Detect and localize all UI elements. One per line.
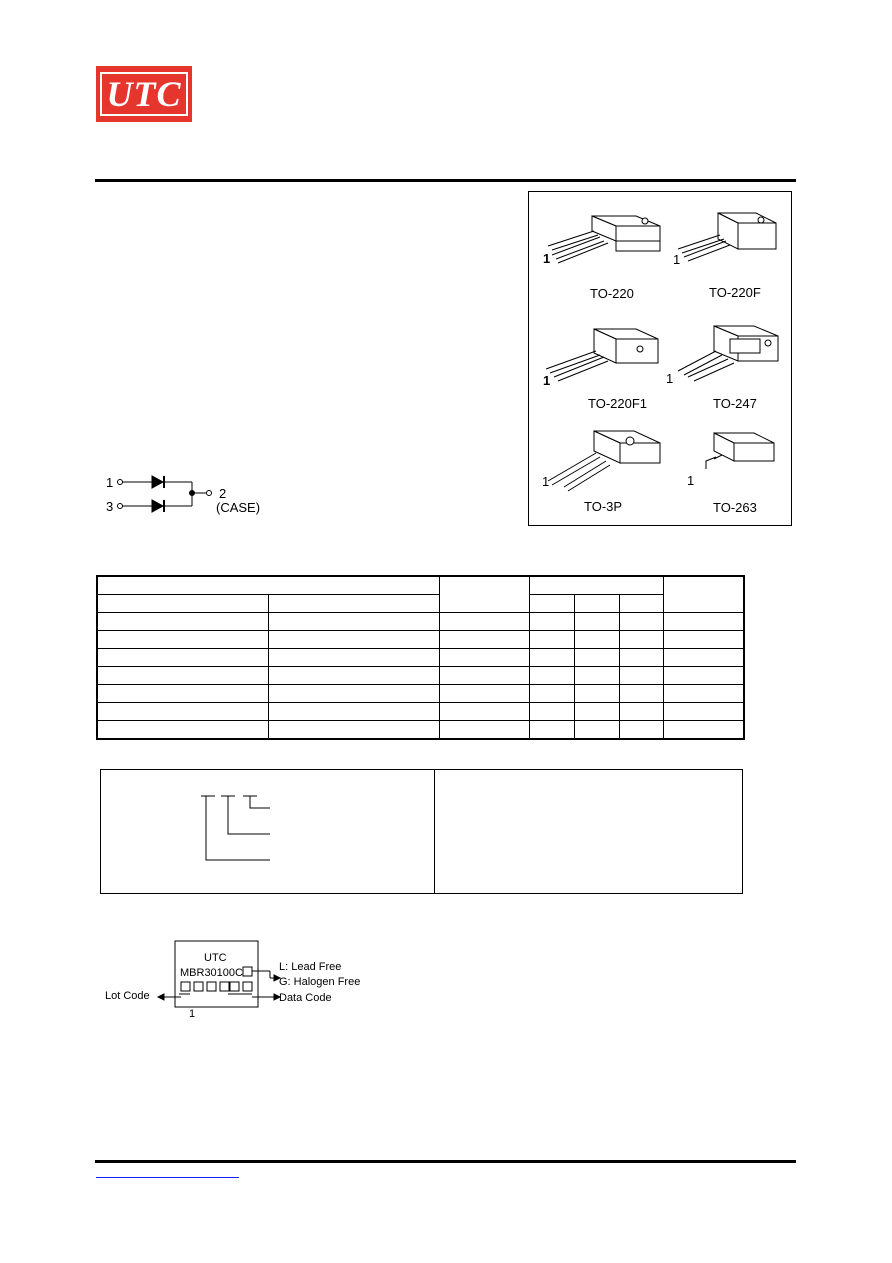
website-link[interactable] <box>96 1177 239 1178</box>
table-row <box>97 613 744 631</box>
part-number-callouts <box>195 790 275 865</box>
package-label-to-220f1: TO-220F1 <box>588 396 648 411</box>
package-label-to-220: TO-220 <box>590 286 634 301</box>
diode-schematic <box>100 470 230 520</box>
schematic-pin2: 2 <box>219 486 227 501</box>
table-row <box>97 649 744 667</box>
table-cell <box>268 595 439 613</box>
to-220f1-drawing <box>546 329 658 381</box>
package-label-to-247: TO-247 <box>713 396 757 411</box>
table-row <box>97 667 744 685</box>
table-cell <box>529 595 574 613</box>
pin1-marker-to-220f1: 1 <box>543 373 551 388</box>
package-label-to-220f: TO-220F <box>709 285 761 300</box>
pin1-marker-to-3p: 1 <box>542 474 550 489</box>
table-row <box>97 631 744 649</box>
table-header-row <box>97 595 744 613</box>
logo-text: UTC <box>106 74 182 114</box>
table-row <box>97 721 744 740</box>
to-263-drawing <box>706 433 774 469</box>
marking-data-code: Data Code <box>279 992 332 1004</box>
marking-lot-code: Lot Code <box>105 990 150 1002</box>
package-drawings <box>528 191 792 526</box>
table-cell <box>574 595 619 613</box>
to-220-drawing <box>548 216 660 263</box>
marking-brand: UTC <box>204 952 227 964</box>
pin1-marker-to-247: 1 <box>666 371 674 386</box>
schematic-case-label: (CASE) <box>216 500 261 515</box>
table-cell <box>97 595 268 613</box>
marking-pin1: 1 <box>189 1008 196 1020</box>
header-rule <box>95 179 796 182</box>
schematic-pin1: 1 <box>106 475 114 490</box>
table-header-row <box>97 576 744 595</box>
marking-halogen-free: G: Halogen Free <box>279 976 361 988</box>
table-cell <box>439 576 529 613</box>
part-number-divider <box>434 769 435 894</box>
table-cell <box>529 576 663 595</box>
pin1-marker-to-263: 1 <box>687 473 695 488</box>
pin1-marker-to-220f: 1 <box>673 252 681 267</box>
to-220f-drawing <box>678 213 776 261</box>
schematic-pin3: 3 <box>106 499 114 514</box>
footer-rule <box>95 1160 796 1163</box>
table-cell <box>663 576 744 613</box>
utc-logo <box>96 66 192 122</box>
ordering-table <box>96 575 745 740</box>
table-cell <box>97 576 439 595</box>
pin1-marker-to-220: 1 <box>543 251 551 266</box>
marking-part: MBR30100C <box>180 967 243 979</box>
to-3p-drawing <box>548 431 660 491</box>
table-row <box>97 685 744 703</box>
to-247-drawing <box>678 326 778 381</box>
marking-lead-free: L: Lead Free <box>279 961 342 973</box>
package-label-to-263: TO-263 <box>713 500 757 515</box>
table-cell <box>619 595 663 613</box>
package-label-to-3p: TO-3P <box>584 499 623 514</box>
table-row <box>97 703 744 721</box>
